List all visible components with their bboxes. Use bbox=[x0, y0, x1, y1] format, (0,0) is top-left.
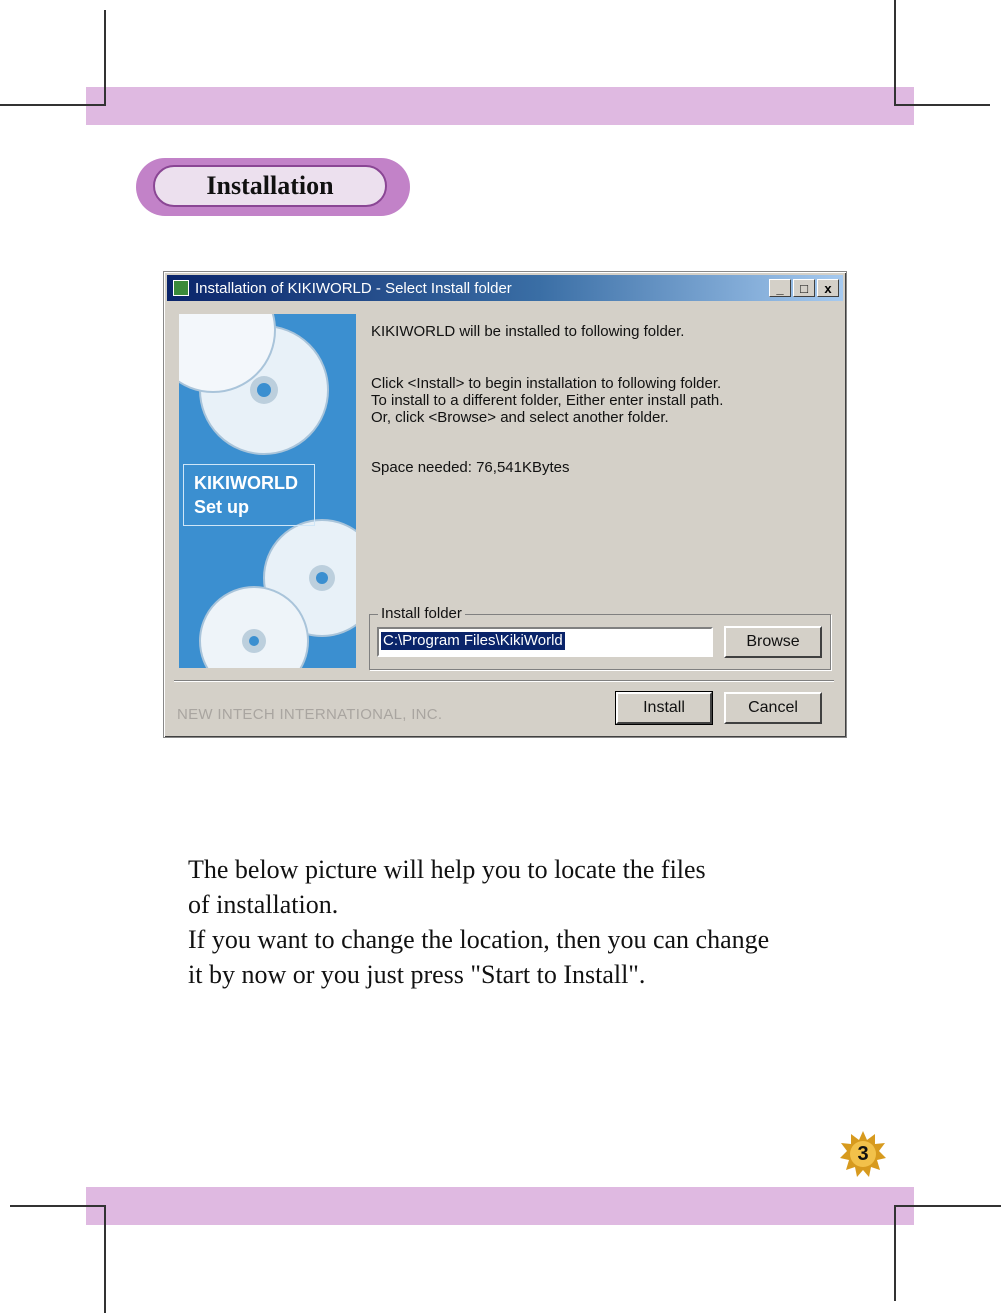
bottom-decorative-band bbox=[86, 1187, 914, 1225]
space-needed-text: Space needed: 76,541KBytes bbox=[371, 459, 570, 476]
paragraph-line-1: The below picture will help you to locate the files bbox=[188, 855, 706, 884]
setup-side-panel bbox=[179, 314, 356, 668]
browse-button[interactable]: Browse bbox=[724, 626, 822, 658]
page-number-badge bbox=[840, 1131, 886, 1177]
instruction-line-1: Click <Install> to begin installation to following folder. bbox=[371, 375, 722, 392]
instruction-line-2: To install to a different folder, Either enter install path. bbox=[371, 392, 724, 409]
install-folder-label: Install folder bbox=[378, 605, 465, 622]
close-button[interactable]: x bbox=[817, 279, 839, 297]
crop-mark-bottom-right-vertical bbox=[894, 1205, 896, 1301]
paragraph-line-4: it by now or you just press "Start to Install". bbox=[188, 960, 646, 989]
window-controls bbox=[769, 279, 839, 297]
brand-subtitle: Set up bbox=[194, 497, 250, 517]
brand-box bbox=[183, 464, 315, 526]
dialog-separator bbox=[174, 680, 834, 682]
install-button[interactable]: Install bbox=[616, 692, 712, 724]
instruction-paragraph bbox=[188, 852, 868, 992]
top-decorative-band bbox=[86, 87, 914, 125]
crop-mark-top-left-horizontal bbox=[0, 104, 106, 106]
install-path-input[interactable] bbox=[377, 627, 713, 657]
crop-mark-bottom-left-vertical bbox=[104, 1205, 106, 1313]
crop-mark-top-left-vertical bbox=[104, 10, 106, 106]
crop-mark-top-right-vertical bbox=[894, 0, 896, 106]
maximize-button[interactable]: □ bbox=[793, 279, 815, 297]
crop-mark-bottom-right-horizontal bbox=[894, 1205, 1001, 1207]
paragraph-line-3: If you want to change the location, then you can change bbox=[188, 925, 770, 954]
crop-mark-bottom-left-horizontal bbox=[10, 1205, 106, 1207]
crop-mark-top-right-horizontal bbox=[894, 104, 990, 106]
section-title: Installation bbox=[153, 165, 387, 207]
installer-dialog bbox=[163, 271, 847, 738]
page-number: 3 bbox=[857, 1142, 869, 1165]
dialog-title-bar[interactable] bbox=[167, 275, 843, 301]
dialog-title: Installation of KIKIWORLD - Select Install folder bbox=[195, 279, 512, 297]
paragraph-line-2: of installation. bbox=[188, 890, 339, 919]
install-intro-text: KIKIWORLD will be installed to following folder. bbox=[371, 323, 685, 340]
company-name: NEW INTECH INTERNATIONAL, INC. bbox=[177, 706, 443, 723]
minimize-button[interactable]: _ bbox=[769, 279, 791, 297]
install-path-value: C:\Program Files\KikiWorld bbox=[383, 632, 563, 649]
installer-app-icon bbox=[173, 280, 189, 296]
brand-name: KIKIWORLD bbox=[194, 473, 298, 493]
cancel-button[interactable]: Cancel bbox=[724, 692, 822, 724]
instruction-line-3: Or, click <Browse> and select another folder. bbox=[371, 409, 669, 426]
